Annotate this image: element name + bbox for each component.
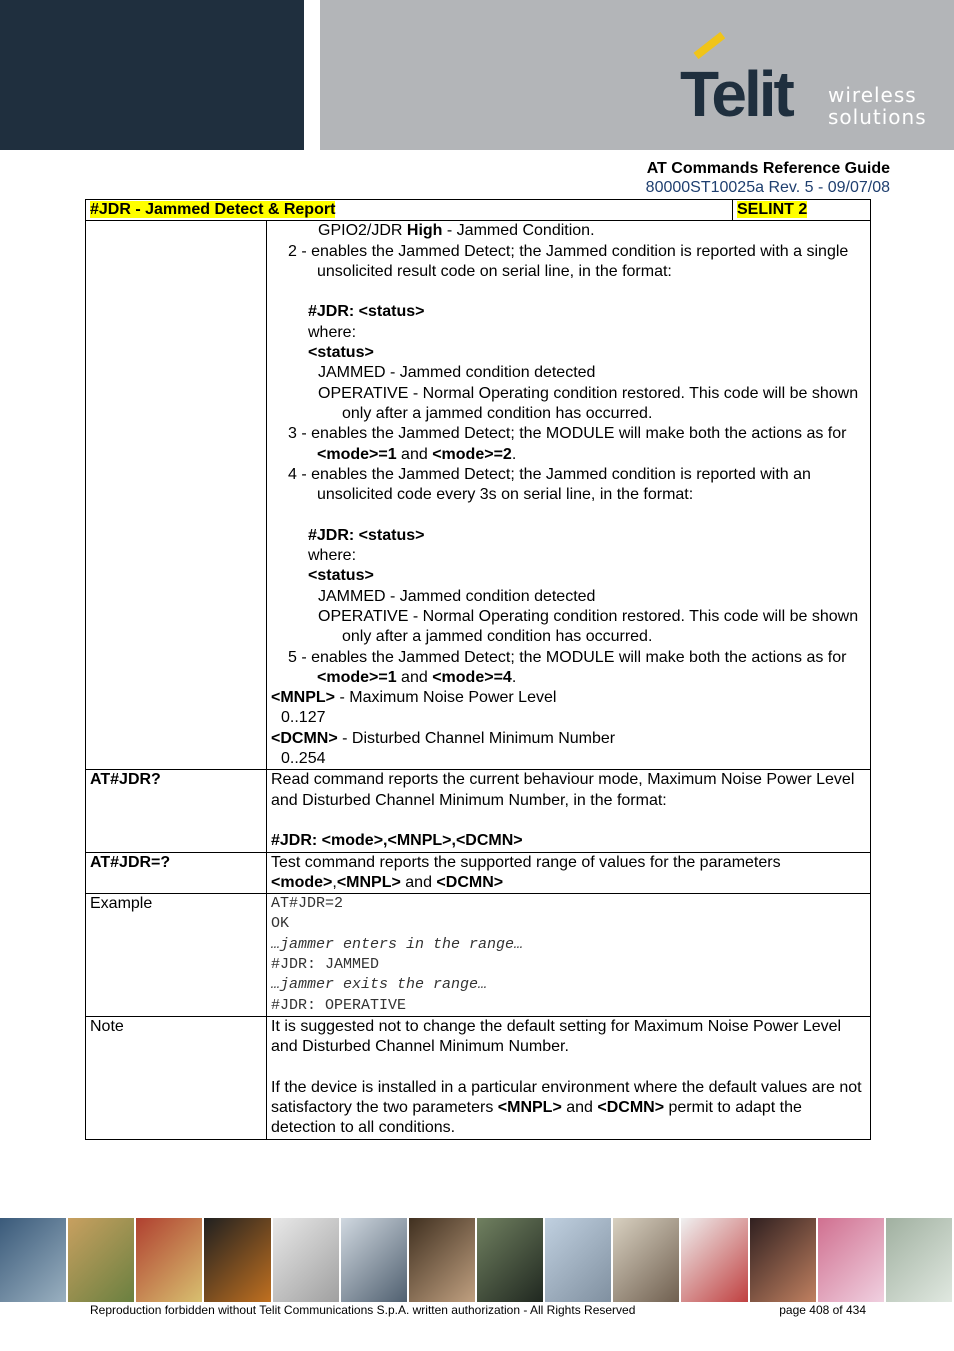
logo-tagline (828, 84, 927, 128)
doc-subtitle: 80000ST10025a Rev. 5 - 09/07/08 (645, 179, 890, 196)
table-title: #JDR - Jammed Detect & Report (90, 201, 336, 218)
mode-2-text: 2 - enables the Jammed Detect; the Jammed condition is reported with a single unsolicited result code on serial line, in the format: (288, 242, 849, 280)
photo-tile (886, 1218, 952, 1302)
photo-tile (136, 1218, 202, 1302)
photo-tile (818, 1218, 884, 1302)
read-command-label: AT#JDR? (86, 770, 267, 852)
header-dark-panel (0, 0, 304, 150)
photo-tile (204, 1218, 270, 1302)
photo-tile (477, 1218, 543, 1302)
logo-word: Telit (680, 58, 792, 130)
logo-tagline-2: solutions (828, 105, 927, 129)
telit-logo (676, 48, 936, 132)
table-row (86, 221, 871, 770)
table-row (86, 1016, 871, 1139)
photo-tile (341, 1218, 407, 1302)
photo-tile (681, 1218, 747, 1302)
logo-tagline-1: wireless (828, 83, 917, 107)
table-row: AT#JDR? Read command reports the current behaviour mode, Maximum Noise Power Level and Disturbed Channel Minimum Number, in the format: #JDR: <mode>,<MNPL>,<DCMN> (86, 770, 871, 852)
selint-tag: SELINT 2 (737, 201, 808, 218)
photo-tile (273, 1218, 339, 1302)
table-row: AT#JDR=? Test command reports the supported range of values for the parameters <mode>,<MNPL> and <DCMN> (86, 852, 871, 894)
doc-title: AT Commands Reference Guide (646, 160, 890, 177)
continuation-cell: GPIO2/JDR High - Jammed Condition. 2 - enables the Jammed Detect; the Jammed condition is reported with a single unsolicited result code on serial line, in the format: #JDR: <status> where: <status> JAMMED - Jammed condition detected OPERATIVE - Normal Operating condition restored. This code will be shown only after a jammed condition has occurred. 3 - enables the Jammed Detect; the MODULE will make both the actions as for <mode>=1 and <mode>=2. 4 - enables the Jammed Detect; the Jammed condition is reported with an unsolicited code every 3s on serial line, in the format: #JDR: <status> where: <status> JAMMED - Jammed condition detected OPERATIVE - Normal Operating condition restored. This code will be shown only after a jammed condition has occurred. 5 - enables the Jammed Detect; the MODULE will make both the actions as for <mode>=1 and <mode>=4. <MNPL> - Maximum Noise Power Level 0..127 <DCMN> - Disturbed Channel Minimum Number 0..254 (267, 221, 871, 770)
example-cell: AT#JDR=2 OK …jammer enters in the range… #JDR: JAMMED …jammer exits the range… #JDR: OPERATIVE (267, 894, 871, 1017)
mode-5-text: 5 - enables the Jammed Detect; the MODULE will make both the actions as for <mode>=1 and <mode>=4. (288, 648, 847, 686)
footer-rights: Reproduction forbidden without Telit Communications S.p.A. written authorization - All Rights Reserved (90, 1303, 636, 1317)
photo-tile (545, 1218, 611, 1302)
mnpl-param: <MNPL> - Maximum Noise Power Level (271, 689, 557, 707)
photo-tile (750, 1218, 816, 1302)
table-title-row (86, 200, 871, 221)
note-label: Note (86, 1016, 267, 1139)
mode-3-text: 3 - enables the Jammed Detect; the MODULE will make both the actions as for <mode>=1 and <mode>=2. (288, 425, 847, 463)
photo-tile (0, 1218, 66, 1302)
footer-photo-strip (0, 1218, 954, 1302)
photo-tile (409, 1218, 475, 1302)
example-label: Example (86, 894, 267, 1017)
note-cell: It is suggested not to change the default setting for Maximum Noise Power Level and Disturbed Channel Minimum Number. If the device is installed in a particular environment where the default values are not satisfactory the two parameters <MNPL> and <DCMN> permit to adapt the detection to all conditions. (267, 1016, 871, 1139)
command-table (85, 199, 871, 1140)
dcmn-param: <DCMN> - Disturbed Channel Minimum Number (271, 729, 616, 747)
test-command-label: AT#JDR=? (86, 852, 267, 894)
photo-tile (68, 1218, 134, 1302)
photo-tile (613, 1218, 679, 1302)
footer-page-number: page 408 of 434 (779, 1303, 866, 1317)
table-row (86, 894, 871, 1017)
mode-4-text: 4 - enables the Jammed Detect; the Jammed condition is reported with an unsolicited code every 3s on serial line, in the format: (288, 465, 811, 504)
